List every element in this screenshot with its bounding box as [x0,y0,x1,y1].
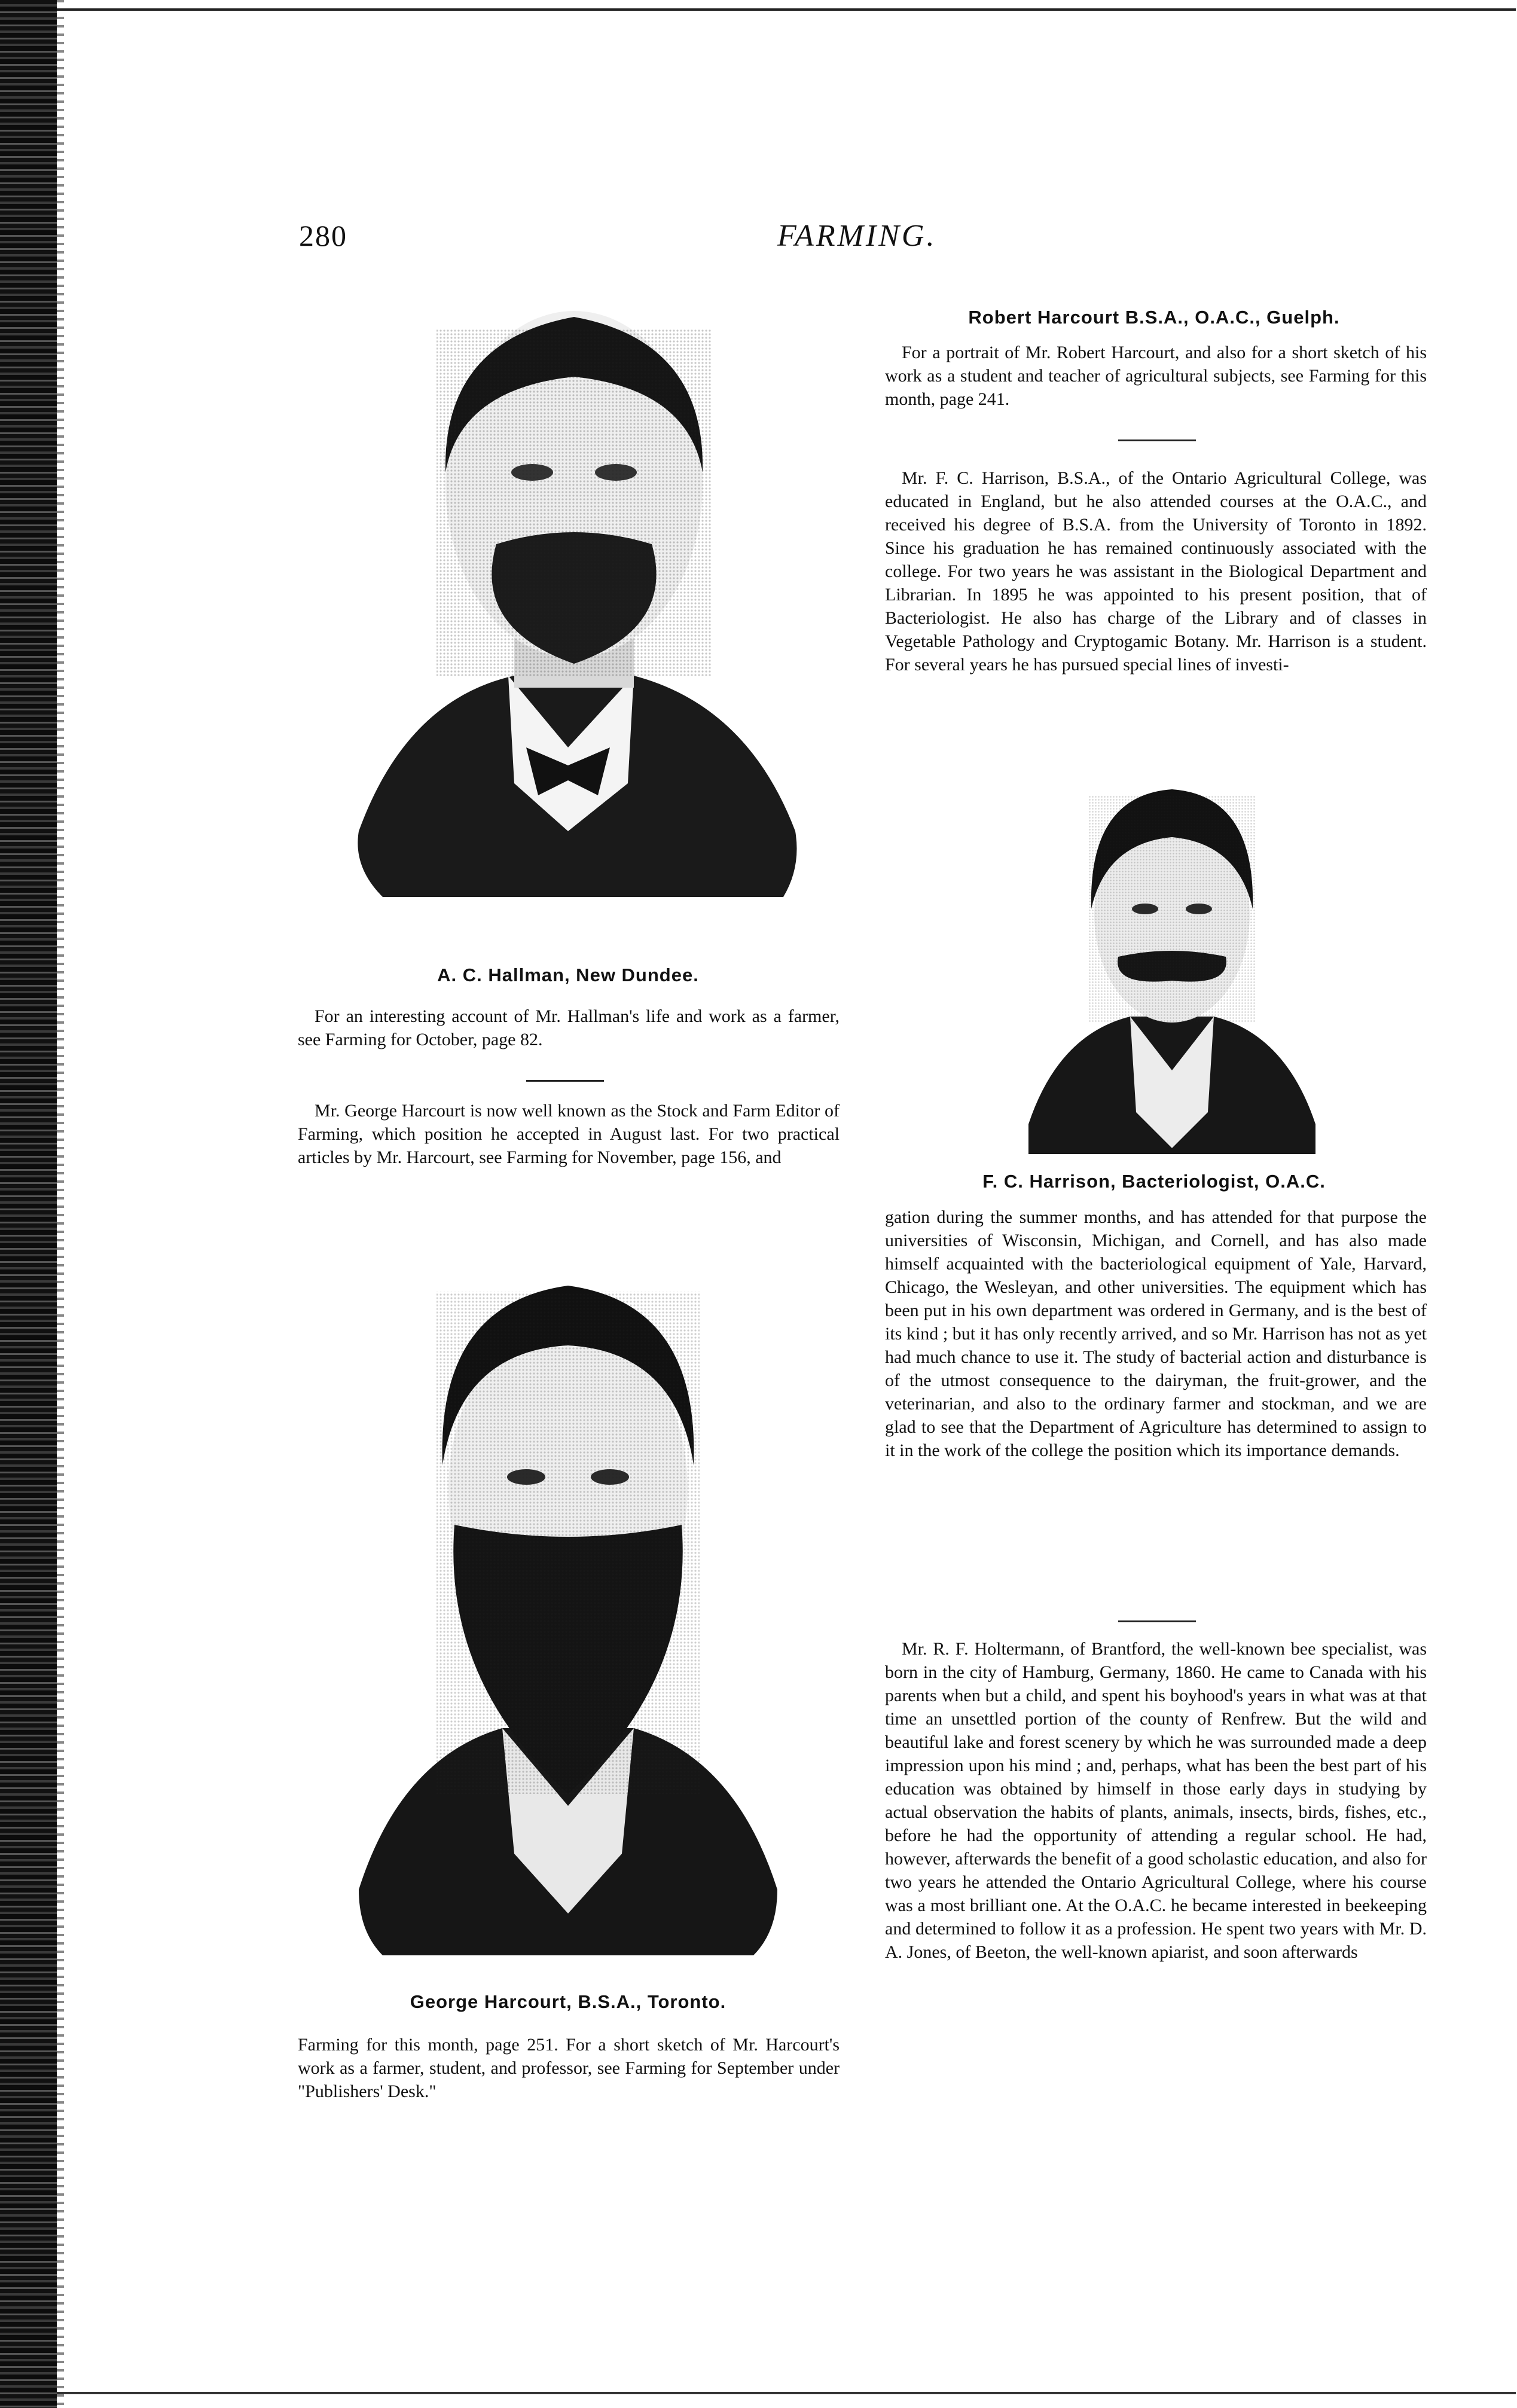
portrait-hallman [317,293,831,921]
portrait-harrison-drawing [1017,777,1327,1160]
page-title: FARMING. [777,219,937,253]
paragraph-holtermann: Mr. R. F. Holtermann, of Brantford, the well-known bee specialist, was born in the city of Hamburg, Germany, 1860. He came to Canada with his parents when but a child, and spent his boyhood's years in what was at that time an unsettled portion of the county of Renfrew. But the wild and beautiful lake and forest scenery by which he was surrounded made a deep impression upon his mind ; and, perhaps, what has been the best part of his education was obtained by himself in those early days in studying by actual observation the habits of plants, animals, insects, birds, fishes, etc., before he had the opportunity of attending a regular school. He had, however, afterwards the benefit of a good scholastic education, and also for two years he attended the Ontario Agricultural College, where his course was a most brilliant one. At the O.A.C. he became interested in beekeeping and determined to follow it as a profession. He spent two years with Mr. D. A. Jones, of Beeton, the well-known apiarist, and soon afterwards [885,1639,1427,1962]
caption-harrison: F. C. Harrison, Bacteriologist, O.A.C. [982,1171,1326,1192]
portrait-george-harcourt-drawing [335,1268,801,1979]
divider-rule [1118,440,1196,441]
caption-hallman: A. C. Hallman, New Dundee. [437,965,699,985]
divider-rule [526,1080,604,1082]
paragraph-harrison: Mr. F. C. Harrison, B.S.A., of the Ontario Agricultural College, was educated in England, but he also attended courses at the O.A.C., and received his degree of B.S.A. from the University of Toronto in 1892. Since his graduation he has remained continuously associated with the college. For two years he was assistant in the Biological Department and Librarian. In 1895 he was appointed to his present position, that of Bacteriologist. He also has charge of the Library and of classes in Vegetable Pathology and Cryptogamic Botany. Mr. Harrison is a student. For several years he has pursued special lines of investi- [885,468,1427,675]
caption-george-harcourt: George Harcourt, B.S.A., Toronto. [410,1991,727,2012]
portrait-george-harcourt [335,1268,801,1979]
paragraph-robert-harcourt: For a portrait of Mr. Robert Harcourt, and also for a short sketch of his work as a student and teacher of agricultural subjects, see Farming for this month, page 241. [885,343,1427,409]
divider-rule [1118,1620,1196,1622]
paragraph-harrison-continued: gation during the summer months, and has attended for that purpose the universities of Wisconsin, Michigan, and Cornell, and has also made himself acquainted with the bacteriological equipment of Yale, Harvard, Chicago, the Wesleyan, and other universities. The equipment which has been put in his own department was ordered in Germany, and is the best of its kind ; but it has only recently arrived, and so Mr. Harrison has not as yet had much chance to use it. The study of bacterial action and disturbance is of the utmost consequence to the dairyman, the fruit-grower, and the veterinarian, and also to the ordinary farmer and stockman, and we are glad to see that the Department of Agriculture has determined to assign to it in the work of the college the position which its importance demands. [885,1207,1427,1460]
paragraph-hallman: For an interesting account of Mr. Hallman's life and work as a farmer, see Farming for October, page 82. [298,1006,840,1049]
binding-edge [57,0,64,2408]
heading-robert-harcourt: Robert Harcourt B.S.A., O.A.C., Guelph. [968,307,1340,328]
page-number: 280 [299,219,347,252]
top-border-rule [57,8,1516,11]
portrait-harrison [1017,777,1327,1160]
paragraph-george-harcourt: Mr. George Harcourt is now well known as the Stock and Farm Editor of Farming, which position he accepted in August last. For two practical articles by Mr. Harcourt, see Farming for November, page 156, and [298,1101,840,1167]
binding-gutter [0,0,57,2408]
bottom-border-rule [57,2392,1516,2394]
paragraph-george-harcourt-continued: Farming for this month, page 251. For a short sketch of Mr. Harcourt's work as a farmer, student, and professor, see Farming for September under "Publishers' Desk." [298,2035,840,2101]
portrait-hallman-drawing [317,293,831,921]
